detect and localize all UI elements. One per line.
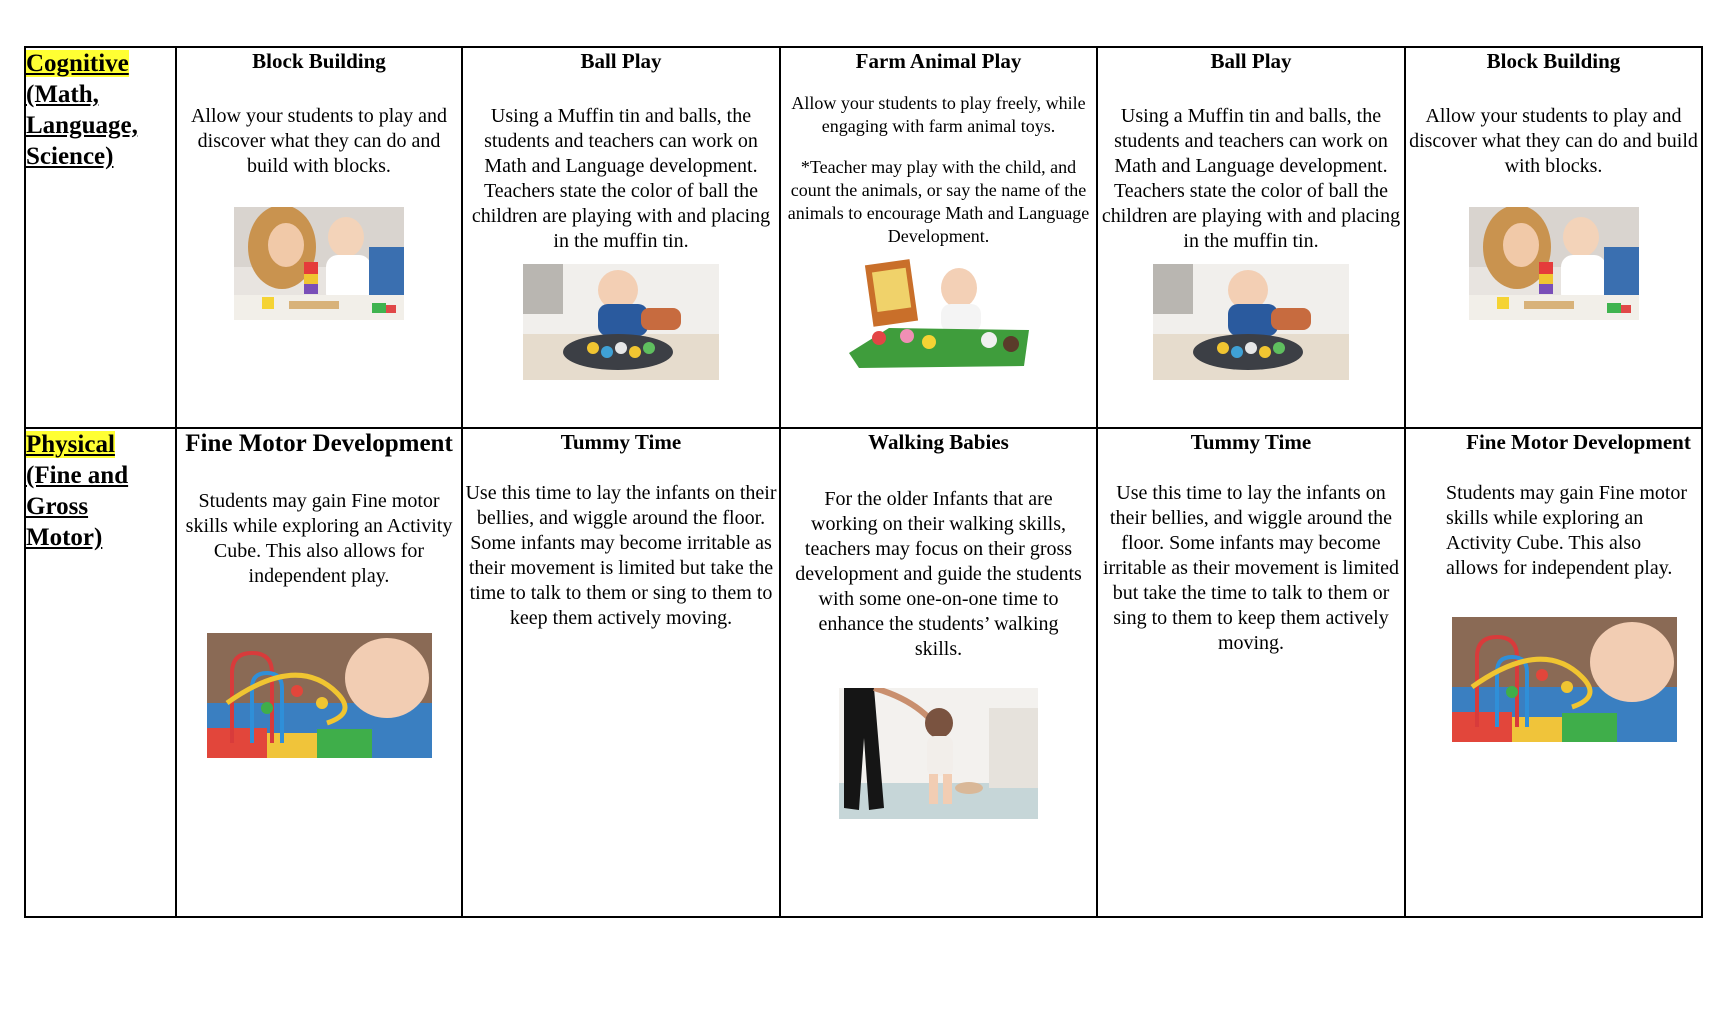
- activity-title: Block Building: [252, 49, 386, 73]
- cognitive-row: [25, 47, 1702, 428]
- baby-activity-cube-photo: [207, 633, 432, 758]
- activity-cell: [1097, 428, 1405, 917]
- activity-title: Farm Animal Play: [855, 49, 1022, 73]
- activity-description: For the older Infants that are working on their walking skills, teachers may focus on their gross development and guide the students with some one-on-one time to enhance the students’ walking skills.: [795, 488, 1082, 660]
- activity-cell: [780, 47, 1097, 428]
- activity-title: Tummy Time: [560, 430, 682, 454]
- activity-cell: [1405, 428, 1702, 917]
- category-sub: Motor): [26, 524, 103, 551]
- lesson-plan-table: [24, 46, 1703, 918]
- category-name: Cognitive: [26, 50, 129, 77]
- baby-muffin-tin-photo: [1153, 264, 1349, 380]
- activity-cell: [462, 47, 780, 428]
- category-sub: (Fine and: [26, 462, 129, 489]
- mother-baby-blocks-photo: [1469, 207, 1639, 320]
- category-cell-physical: [25, 428, 176, 917]
- baby-walking-photo: [839, 688, 1038, 819]
- baby-muffin-tin-photo: [523, 264, 719, 380]
- category-sub: Gross: [26, 493, 89, 520]
- activity-title: Ball Play: [1210, 49, 1292, 73]
- activity-cell: [1097, 47, 1405, 428]
- category-cell-cognitive: [25, 47, 176, 428]
- activity-description: Using a Muffin tin and balls, the students and teachers can work on Math and Language development. Teachers state the color of ball the children are playing with and placing in the muffin tin.: [1101, 105, 1401, 252]
- activity-description: Students may gain Fine motor skills while exploring an Activity Cube. This also allows for independent play.: [185, 490, 453, 587]
- physical-row: [25, 428, 1702, 917]
- activity-description: Students may gain Fine motor skills while exploring an Activity Cube. This also allows for independent play.: [1446, 482, 1688, 579]
- activity-cell: [462, 428, 780, 917]
- activity-note: *Teacher may play with the child, and count the animals, or say the name of the animals to encourage Math and Language Development.: [787, 157, 1090, 246]
- activity-description: Use this time to lay the infants on their bellies, and wiggle around the floor. Some infants may become irritable as their movement is limited but take the time to talk to them or sing to them to keep them actively moving.: [465, 482, 777, 629]
- baby-activity-cube-photo: [1452, 617, 1677, 742]
- activity-title: Fine Motor Development: [1466, 430, 1691, 454]
- activity-description: Allow your students to play and discover what they can do and build with blocks.: [190, 105, 448, 177]
- activity-description: Allow your students to play and discover what they can do and build with blocks.: [1409, 105, 1698, 177]
- mother-baby-blocks-photo: [234, 207, 404, 320]
- activity-cell: [176, 428, 462, 917]
- activity-title: Tummy Time: [1190, 430, 1312, 454]
- category-name: Physical: [26, 431, 115, 458]
- baby-farm-toys-photo: [849, 258, 1029, 368]
- activity-cell: [1405, 47, 1702, 428]
- category-sub: Science): [26, 143, 114, 170]
- activity-cell: [780, 428, 1097, 917]
- activity-description: Use this time to lay the infants on their bellies, and wiggle around the floor. Some infants may become irritable as their movement is limited but take the time to talk to them or sing to them to keep them actively moving.: [1102, 482, 1400, 654]
- category-sub: (Math,: [26, 81, 99, 108]
- activity-title: Ball Play: [580, 49, 662, 73]
- activity-title: Walking Babies: [868, 430, 1009, 454]
- activity-cell: [176, 47, 462, 428]
- activity-description: Allow your students to play freely, while engaging with farm animal toys.: [791, 93, 1086, 136]
- activity-title: Fine Motor Development: [185, 430, 453, 457]
- category-sub: Language,: [26, 112, 138, 139]
- activity-description: Using a Muffin tin and balls, the students and teachers can work on Math and Language development. Teachers state the color of ball the children are playing with and placing in the muffin tin.: [471, 105, 771, 252]
- activity-title: Block Building: [1486, 49, 1621, 73]
